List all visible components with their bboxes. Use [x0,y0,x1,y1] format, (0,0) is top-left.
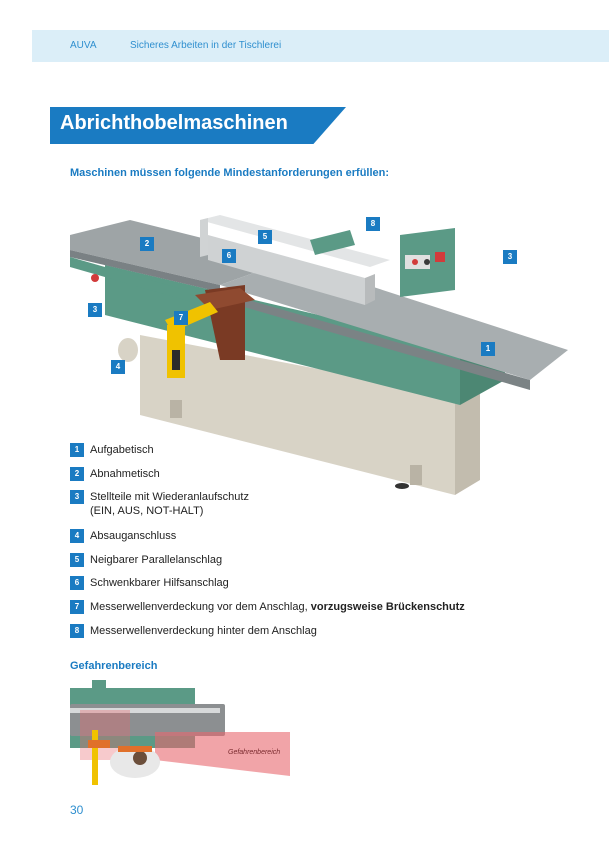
callout-7: 7 [174,311,188,325]
legend-number: 4 [70,529,84,543]
callout-3-right: 3 [503,250,517,264]
header-band [32,30,609,62]
legend-text: Schwenkbarer Hilfsanschlag [90,577,229,589]
legend-text: Neigbarer Parallelanschlag [90,554,223,566]
callout-6: 6 [222,249,236,263]
page-title: Abrichthobelmaschinen [60,112,288,134]
legend-text-line2: (EIN, AUS, NOT-HALT) [90,505,204,517]
legend-text [90,600,465,614]
callout-8: 8 [366,217,380,231]
legend-text: Stellteile mit Wiederanlaufschutz [90,491,249,503]
danger-zone-label: Gefahrenbereich [228,749,281,756]
requirements-subheading: Maschinen müssen folgende Mindestanforderungen erfüllen: [70,167,390,179]
header-title: Sicheres Arbeiten in der Tischlerei [130,40,282,51]
legend-number: 2 [70,467,84,481]
legend-number: 8 [70,624,84,638]
danger-zone-illustration [70,680,295,790]
legend-number: 5 [70,553,84,567]
legend-text: Absauganschluss [90,530,177,542]
callout-3-left: 3 [88,303,102,317]
legend-number: 7 [70,600,84,614]
danger-zone-heading: Gefahrenbereich [70,660,158,672]
callout-5: 5 [258,230,272,244]
legend-text: Abnahmetisch [90,468,160,480]
legend-text-regular: Messerwellenverdeckung vor dem Anschlag, [90,601,311,613]
legend-number: 1 [70,443,84,457]
legend-text-bold: vorzugsweise Brückenschutz [310,601,465,613]
legend-number: 6 [70,576,84,590]
legend-text: Aufgabetisch [90,444,154,456]
legend-number: 3 [70,490,84,504]
callout-4: 4 [111,360,125,374]
header-brand: AUVA [70,40,97,51]
callout-1: 1 [481,342,495,356]
callout-2: 2 [140,237,154,251]
jointer-machine-illustration [60,200,580,505]
page-number: 30 [70,803,84,817]
legend-text: Messerwellenverdeckung hinter dem Anschlag [90,625,317,637]
